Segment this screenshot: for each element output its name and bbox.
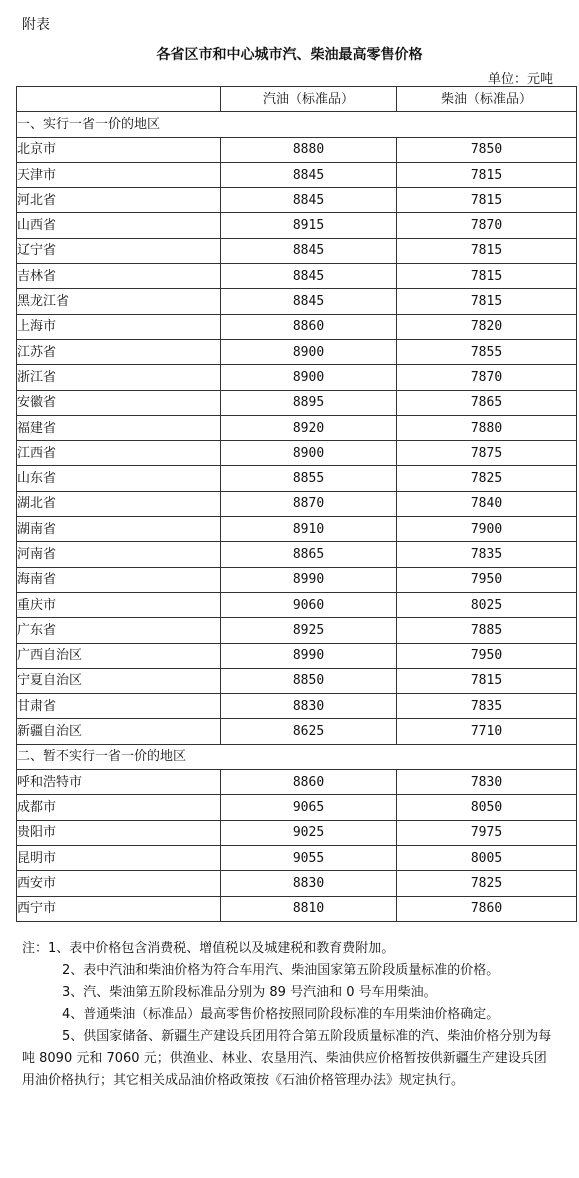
gasoline-price-cell: 8900 bbox=[221, 365, 397, 390]
table-row bbox=[17, 517, 577, 542]
region-cell: 山东省 bbox=[17, 466, 221, 491]
table-row bbox=[17, 542, 577, 567]
section-label: 二、暂不实行一省一价的地区 bbox=[17, 744, 577, 769]
diesel-price-cell: 7835 bbox=[397, 694, 577, 719]
diesel-price-cell: 7710 bbox=[397, 719, 577, 744]
table-row bbox=[17, 415, 577, 440]
region-cell: 甘肃省 bbox=[17, 694, 221, 719]
diesel-price-cell: 7820 bbox=[397, 314, 577, 339]
region-cell: 江西省 bbox=[17, 441, 221, 466]
gasoline-price-cell: 8845 bbox=[221, 188, 397, 213]
region-cell: 天津市 bbox=[17, 162, 221, 187]
gasoline-price-cell: 8920 bbox=[221, 415, 397, 440]
table-row bbox=[17, 491, 577, 516]
region-cell: 浙江省 bbox=[17, 365, 221, 390]
table-row bbox=[17, 137, 577, 162]
table-row bbox=[17, 466, 577, 491]
region-cell: 福建省 bbox=[17, 415, 221, 440]
diesel-price-cell: 7865 bbox=[397, 390, 577, 415]
gasoline-price-cell: 9065 bbox=[221, 795, 397, 820]
diesel-price-cell: 7830 bbox=[397, 770, 577, 795]
diesel-price-cell: 7815 bbox=[397, 238, 577, 263]
gasoline-price-cell: 8915 bbox=[221, 213, 397, 238]
note-item: 注：1、表中价格包含消费税、增值税以及城建税和教育费附加。 bbox=[22, 941, 395, 956]
table-row bbox=[17, 162, 577, 187]
gasoline-price-cell: 9060 bbox=[221, 592, 397, 617]
table-row bbox=[17, 694, 577, 719]
gasoline-price-cell: 8990 bbox=[221, 567, 397, 592]
region-cell: 河南省 bbox=[17, 542, 221, 567]
diesel-price-cell: 7950 bbox=[397, 643, 577, 668]
gasoline-price-cell: 8810 bbox=[221, 896, 397, 921]
table-row bbox=[17, 390, 577, 415]
appendix-label: 附表 bbox=[22, 17, 50, 33]
diesel-price-cell: 7835 bbox=[397, 542, 577, 567]
table-row bbox=[17, 238, 577, 263]
gasoline-price-cell: 8900 bbox=[221, 339, 397, 364]
region-cell: 广西自治区 bbox=[17, 643, 221, 668]
table-row bbox=[17, 213, 577, 238]
region-cell: 西安市 bbox=[17, 871, 221, 896]
region-cell: 成都市 bbox=[17, 795, 221, 820]
gasoline-price-cell: 8860 bbox=[221, 314, 397, 339]
table-row bbox=[17, 643, 577, 668]
page-title: 各省区市和中心城市汽、柴油最高零售价格 bbox=[156, 47, 423, 63]
region-cell: 湖南省 bbox=[17, 517, 221, 542]
notes-block bbox=[22, 938, 558, 1092]
diesel-price-cell: 8025 bbox=[397, 592, 577, 617]
diesel-price-cell: 7815 bbox=[397, 668, 577, 693]
region-cell: 湖北省 bbox=[17, 491, 221, 516]
table-row bbox=[17, 365, 577, 390]
price-table-body bbox=[17, 87, 577, 922]
table-row bbox=[17, 719, 577, 744]
region-cell: 宁夏自治区 bbox=[17, 668, 221, 693]
table-row bbox=[17, 188, 577, 213]
gasoline-price-cell: 8865 bbox=[221, 542, 397, 567]
table-row bbox=[17, 845, 577, 870]
diesel-price-cell: 7815 bbox=[397, 188, 577, 213]
region-cell: 北京市 bbox=[17, 137, 221, 162]
table-row bbox=[17, 871, 577, 896]
gasoline-price-cell: 8845 bbox=[221, 238, 397, 263]
region-cell: 山西省 bbox=[17, 213, 221, 238]
region-cell: 上海市 bbox=[17, 314, 221, 339]
table-row bbox=[17, 618, 577, 643]
section-row bbox=[17, 112, 577, 137]
note-item: 3、汽、柴油第五阶段标准品分别为 89 号汽油和 0 号车用柴油。 bbox=[62, 985, 437, 1000]
diesel-price-cell: 7870 bbox=[397, 365, 577, 390]
region-cell: 江苏省 bbox=[17, 339, 221, 364]
region-cell: 海南省 bbox=[17, 567, 221, 592]
diesel-price-cell: 7975 bbox=[397, 820, 577, 845]
region-cell: 贵阳市 bbox=[17, 820, 221, 845]
diesel-price-cell: 8050 bbox=[397, 795, 577, 820]
diesel-price-cell: 7815 bbox=[397, 162, 577, 187]
gasoline-price-cell: 8910 bbox=[221, 517, 397, 542]
gasoline-price-cell: 8845 bbox=[221, 264, 397, 289]
note-item: 5、供国家储备、新疆生产建设兵团用符合第五阶段质量标准的汽、柴油价格分别为每吨 8090 元和 7060 元；供渔业、林业、农垦用汽、柴油供应价格暂按供新疆生产建设兵团用油价格执行；其它相关成品油价格政策按《石油价格管理办法》规定执行。 bbox=[22, 1029, 552, 1088]
section-row bbox=[17, 744, 577, 769]
region-cell: 广东省 bbox=[17, 618, 221, 643]
diesel-price-cell: 7860 bbox=[397, 896, 577, 921]
diesel-price-cell: 7840 bbox=[397, 491, 577, 516]
gasoline-price-cell: 8925 bbox=[221, 618, 397, 643]
region-cell: 安徽省 bbox=[17, 390, 221, 415]
table-row bbox=[17, 770, 577, 795]
diesel-price-cell: 7870 bbox=[397, 213, 577, 238]
table-row bbox=[17, 567, 577, 592]
gasoline-price-cell: 9025 bbox=[221, 820, 397, 845]
gasoline-price-cell: 8870 bbox=[221, 491, 397, 516]
diesel-price-cell: 7875 bbox=[397, 441, 577, 466]
region-cell: 呼和浩特市 bbox=[17, 770, 221, 795]
table-row bbox=[17, 896, 577, 921]
region-cell: 昆明市 bbox=[17, 845, 221, 870]
diesel-price-cell: 7900 bbox=[397, 517, 577, 542]
diesel-price-cell: 7885 bbox=[397, 618, 577, 643]
diesel-price-cell: 7815 bbox=[397, 289, 577, 314]
region-cell: 河北省 bbox=[17, 188, 221, 213]
gasoline-price-cell: 8880 bbox=[221, 137, 397, 162]
gasoline-price-cell: 8990 bbox=[221, 643, 397, 668]
note-item: 2、表中汽油和柴油价格为符合车用汽、柴油国家第五阶段质量标准的价格。 bbox=[62, 963, 500, 978]
gasoline-price-cell: 8895 bbox=[221, 390, 397, 415]
note-item: 4、普通柴油（标准品）最高零售价格按照同阶段标准的车用柴油价格确定。 bbox=[62, 1007, 500, 1022]
price-table bbox=[16, 86, 577, 922]
region-cell: 吉林省 bbox=[17, 264, 221, 289]
diesel-price-cell: 7855 bbox=[397, 339, 577, 364]
gasoline-price-cell: 9055 bbox=[221, 845, 397, 870]
table-row bbox=[17, 592, 577, 617]
table-header-row bbox=[17, 87, 577, 112]
gasoline-price-cell: 8830 bbox=[221, 871, 397, 896]
gasoline-price-cell: 8850 bbox=[221, 668, 397, 693]
table-row bbox=[17, 668, 577, 693]
gasoline-price-cell: 8625 bbox=[221, 719, 397, 744]
diesel-price-cell: 7850 bbox=[397, 137, 577, 162]
table-row bbox=[17, 289, 577, 314]
section-label: 一、实行一省一价的地区 bbox=[17, 112, 577, 137]
region-cell: 辽宁省 bbox=[17, 238, 221, 263]
gasoline-price-cell: 8845 bbox=[221, 289, 397, 314]
diesel-price-cell: 7950 bbox=[397, 567, 577, 592]
table-row bbox=[17, 264, 577, 289]
header-gasoline: 汽油（标准品） bbox=[221, 87, 397, 112]
region-cell: 西宁市 bbox=[17, 896, 221, 921]
diesel-price-cell: 8005 bbox=[397, 845, 577, 870]
header-diesel: 柴油（标准品） bbox=[397, 87, 577, 112]
gasoline-price-cell: 8855 bbox=[221, 466, 397, 491]
table-row bbox=[17, 314, 577, 339]
diesel-price-cell: 7825 bbox=[397, 871, 577, 896]
gasoline-price-cell: 8830 bbox=[221, 694, 397, 719]
region-cell: 重庆市 bbox=[17, 592, 221, 617]
table-row bbox=[17, 820, 577, 845]
diesel-price-cell: 7880 bbox=[397, 415, 577, 440]
header-region bbox=[17, 87, 221, 112]
gasoline-price-cell: 8860 bbox=[221, 770, 397, 795]
gasoline-price-cell: 8845 bbox=[221, 162, 397, 187]
diesel-price-cell: 7825 bbox=[397, 466, 577, 491]
region-cell: 新疆自治区 bbox=[17, 719, 221, 744]
gasoline-price-cell: 8900 bbox=[221, 441, 397, 466]
table-row bbox=[17, 441, 577, 466]
table-row bbox=[17, 339, 577, 364]
region-cell: 黑龙江省 bbox=[17, 289, 221, 314]
diesel-price-cell: 7815 bbox=[397, 264, 577, 289]
table-row bbox=[17, 795, 577, 820]
unit-label: 单位：元吨 bbox=[487, 72, 553, 87]
